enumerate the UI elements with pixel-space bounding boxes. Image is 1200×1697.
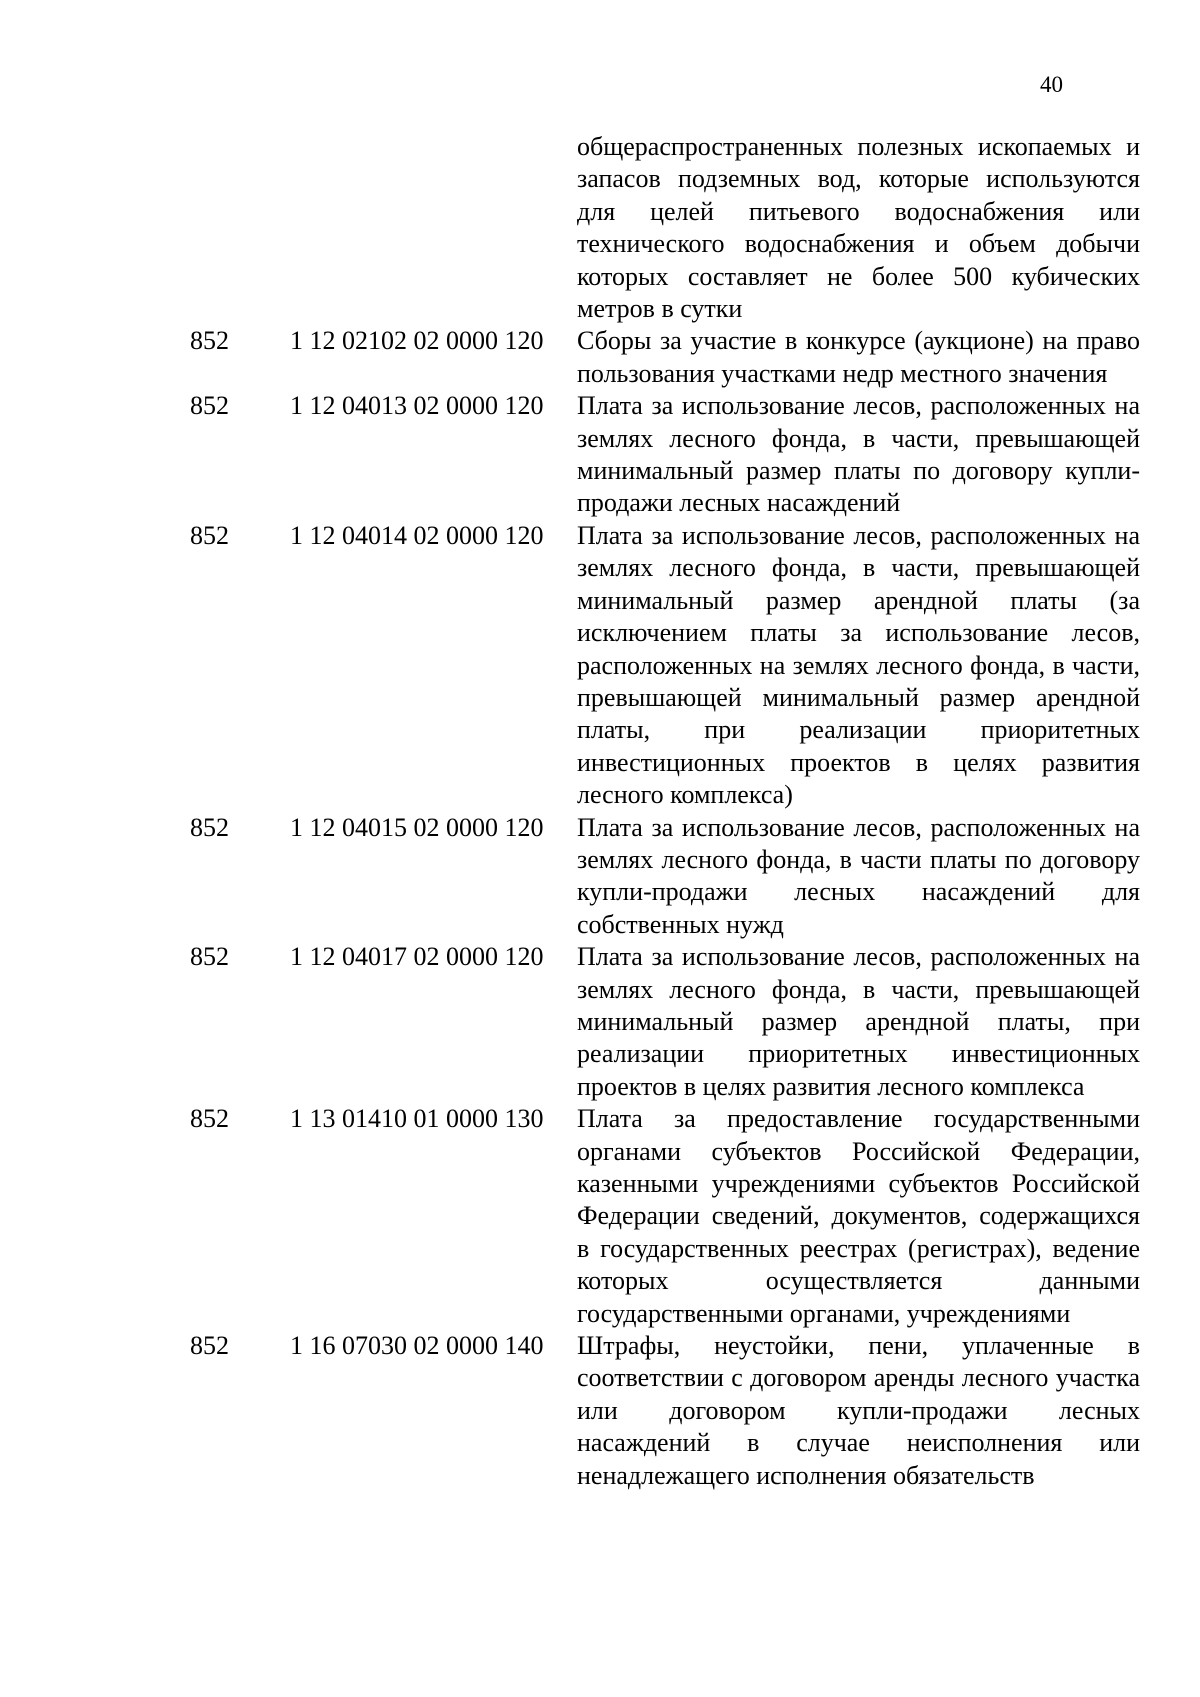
revenue-description: Штрафы, неустойки, пени, уплаченные в соответствии с договором аренды лесного участка или договором купли-продажи лесных насаждений в случае неисполнения или ненадлежащего исполнения обязательств (577, 1331, 1140, 1490)
revenue-code: 1 12 04013 02 0000 120 (290, 391, 544, 421)
table-row (190, 1103, 1140, 1330)
table-row (190, 812, 1140, 942)
revenue-description: Плата за использование лесов, расположенных на землях лесного фонда, в части, превышающей минимальный размер арендной платы (за исключением платы за использование лесов, расположенных на землях лесного фонда, в части, превышающей минимальный размер арендной платы, при реализации приоритетных инвестиционных проектов в целях развития лесного комплекса) (577, 520, 1140, 810)
table-row (190, 131, 1140, 325)
admin-code: 852 (190, 812, 229, 842)
revenue-code: 1 12 04014 02 0000 120 (290, 520, 544, 550)
revenue-code: 1 16 07030 02 0000 140 (290, 1331, 544, 1361)
admin-code: 852 (190, 942, 229, 972)
admin-code: 852 (190, 326, 229, 356)
table-row (190, 1330, 1140, 1492)
revenue-description: Плата за предоставление государственными органами субъектов Российской Федерации, казенными учреждениями субъектов Российской Федерации сведений, документов, содержащихся в государственных реестрах (регистрах), ведение которых осуществляется данными государственными органами, учреждениями (577, 1104, 1140, 1328)
revenue-description: Плата за использование лесов, расположенных на землях лесного фонда, в части, превышающей минимальный размер арендной платы, при реализации приоритетных инвестиционных проектов в целях развития лесного комплекса (577, 942, 1140, 1101)
revenue-description: общераспространенных полезных ископаемых и запасов подземных вод, которые используются для целей питьевого водоснабжения или технического водоснабжения и объем добычи которых составляет не более 500 кубических метров в сутки (577, 132, 1140, 324)
revenue-description: Плата за использование лесов, расположенных на землях лесного фонда, в части платы по договору купли-продажи лесных насаждений для собственных нужд (577, 812, 1140, 939)
revenue-code: 1 12 02102 02 0000 120 (290, 326, 544, 356)
revenue-code: 1 12 04017 02 0000 120 (290, 942, 544, 972)
revenue-description: Плата за использование лесов, расположенных на землях лесного фонда, в части, превышающей минимальный размер платы по договору купли-продажи лесных насаждений (577, 391, 1140, 518)
table-row (190, 325, 1140, 390)
page-number: 40 (1040, 72, 1063, 97)
admin-code: 852 (190, 1331, 229, 1361)
table-row (190, 941, 1140, 1103)
revenue-description: Сборы за участие в конкурсе (аукционе) на право пользования участками недр местного значения (577, 326, 1140, 388)
admin-code: 852 (190, 520, 229, 550)
revenue-code: 1 13 01410 01 0000 130 (290, 1104, 544, 1134)
table-row (190, 390, 1140, 520)
table-row (190, 520, 1140, 812)
admin-code: 852 (190, 1104, 229, 1134)
revenue-codes-table (190, 131, 1140, 1492)
admin-code: 852 (190, 391, 229, 421)
revenue-code: 1 12 04015 02 0000 120 (290, 812, 544, 842)
